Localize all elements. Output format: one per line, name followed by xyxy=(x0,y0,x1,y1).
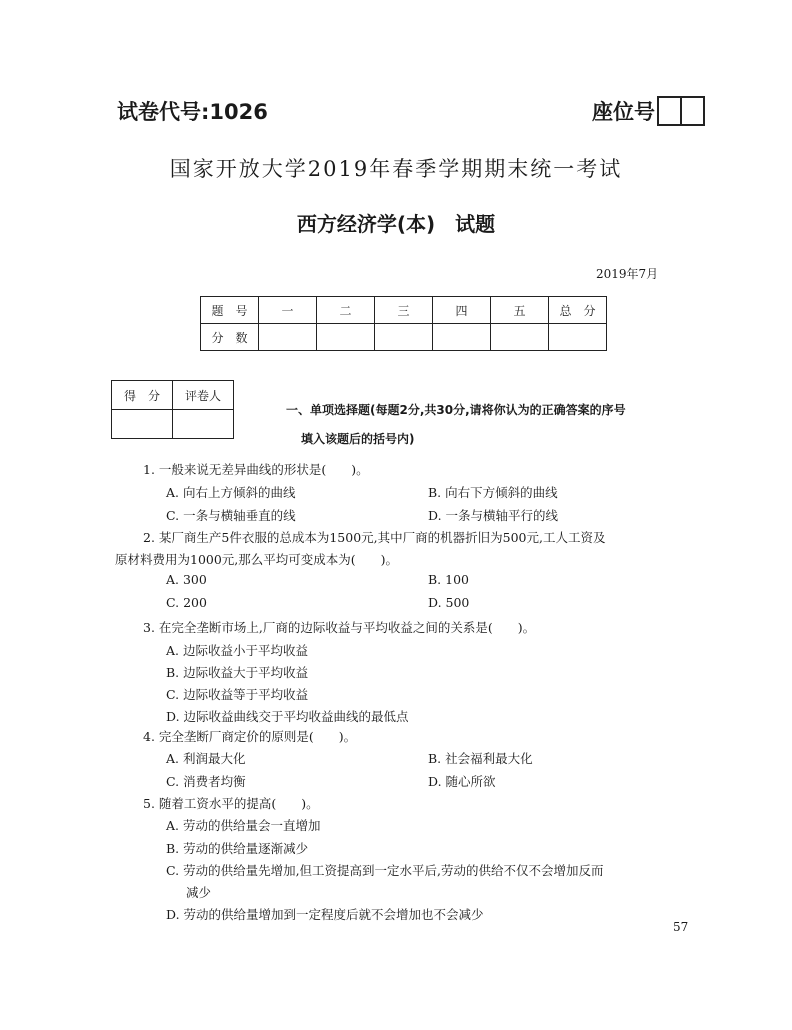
score-table xyxy=(200,296,607,351)
score-cell xyxy=(491,324,549,351)
seat-number xyxy=(592,96,705,126)
score-table-header-row xyxy=(201,297,607,324)
score-cell xyxy=(549,324,607,351)
score-table-cell: 总 分 xyxy=(549,297,607,324)
question-2-option-a: A. 300 xyxy=(166,572,207,587)
score-table-cell: 五 xyxy=(491,297,549,324)
score-table-cell: 二 xyxy=(317,297,375,324)
question-4-option-d: D. 随心所欲 xyxy=(428,774,496,789)
section-title-continued: 填入该题后的括号内) xyxy=(301,432,415,446)
subject-title: 西方经济学(本) 试题 xyxy=(296,212,496,236)
question-3-stem: 3. 在完全垄断市场上,厂商的边际收益与平均收益之间的关系是( )。 xyxy=(143,620,536,635)
question-2-option-c: C. 200 xyxy=(166,595,207,610)
question-1-option-d: D. 一条与横轴平行的线 xyxy=(428,508,559,523)
question-4-option-c: C. 消费者均衡 xyxy=(166,774,246,789)
score-table-cell: 题 号 xyxy=(201,297,259,324)
paper-code: 试卷代号:1026 xyxy=(117,100,268,124)
question-4-option-a: A. 利润最大化 xyxy=(166,751,246,766)
grader-score-cell xyxy=(112,410,173,439)
question-2-stem-continued: 原材料费用为1000元,那么平均可变成本为( )。 xyxy=(115,552,399,567)
exam-title: 国家开放大学2019年春季学期期末统一考试 xyxy=(169,157,623,181)
score-table-cell: 三 xyxy=(375,297,433,324)
question-4-stem: 4. 完全垄断厂商定价的原则是( )。 xyxy=(143,729,357,744)
question-5-option-d: D. 劳动的供给量增加到一定程度后就不会增加也不会减少 xyxy=(166,907,484,922)
question-5-option-a: A. 劳动的供给量会一直增加 xyxy=(166,818,321,833)
score-cell xyxy=(259,324,317,351)
question-1-option-b: B. 向右下方倾斜的曲线 xyxy=(428,485,558,500)
question-1-stem: 1. 一般来说无差异曲线的形状是( )。 xyxy=(143,462,369,477)
question-3-option-d: D. 边际收益曲线交于平均收益曲线的最低点 xyxy=(166,709,409,724)
seat-label: 座位号 xyxy=(592,100,655,124)
question-3-option-c: C. 边际收益等于平均收益 xyxy=(166,687,309,702)
question-5-option-c: C. 劳动的供给量先增加,但工资提高到一定水平后,劳动的供给不仅不会增加反而 xyxy=(166,863,604,878)
page-number: 57 xyxy=(673,920,689,934)
question-5-stem: 5. 随着工资水平的提高( )。 xyxy=(143,796,319,811)
question-3-option-a: A. 边际收益小于平均收益 xyxy=(166,643,308,658)
grader-name-cell xyxy=(173,410,234,439)
score-table-score-row xyxy=(201,324,607,351)
exam-date: 2019年7月 xyxy=(596,267,659,281)
score-cell xyxy=(375,324,433,351)
question-1-option-a: A. 向右上方倾斜的曲线 xyxy=(166,485,296,500)
question-5-option-c-continued: 减少 xyxy=(186,885,212,900)
question-2-option-d: D. 500 xyxy=(428,595,470,610)
grader-score-label: 得 分 xyxy=(112,381,173,410)
score-table-row-label: 分 数 xyxy=(201,324,259,351)
question-4-option-b: B. 社会福利最大化 xyxy=(428,751,533,766)
score-table-cell: 四 xyxy=(433,297,491,324)
score-table-cell: 一 xyxy=(259,297,317,324)
score-cell xyxy=(317,324,375,351)
question-2-option-b: B. 100 xyxy=(428,572,469,587)
question-3-option-b: B. 边际收益大于平均收益 xyxy=(166,665,309,680)
score-cell xyxy=(433,324,491,351)
question-2-stem: 2. 某厂商生产5件衣服的总成本为1500元,其中厂商的机器折旧为500元,工人工资及 xyxy=(143,530,606,545)
question-5-option-b: B. 劳动的供给量逐渐减少 xyxy=(166,841,309,856)
grader-table xyxy=(111,380,234,439)
question-1-option-c: C. 一条与横轴垂直的线 xyxy=(166,508,296,523)
grader-name-label: 评卷人 xyxy=(173,381,234,410)
seat-number-boxes xyxy=(657,96,705,126)
section-title: 一、单项选择题(每题2分,共30分,请将你认为的正确答案的序号 xyxy=(286,403,626,417)
